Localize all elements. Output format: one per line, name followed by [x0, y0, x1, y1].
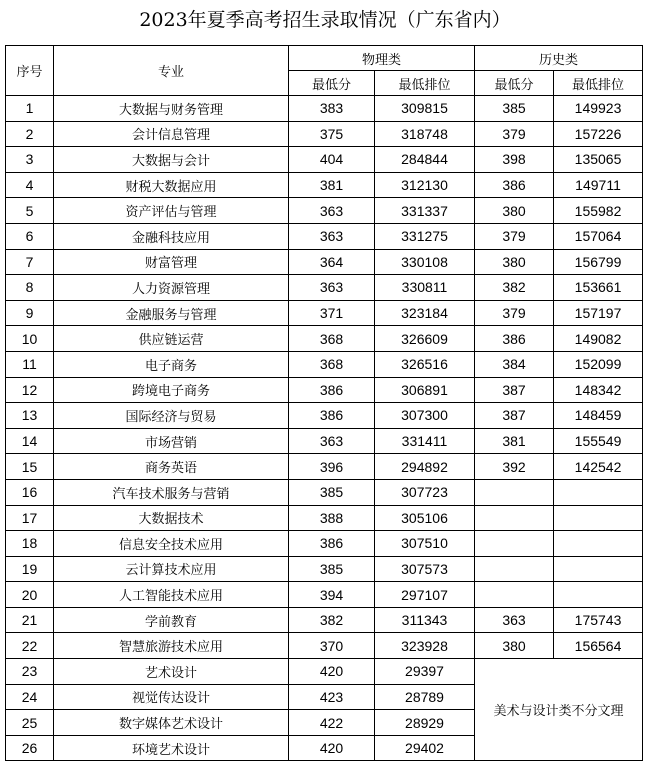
history-min-score-cell: 387	[475, 377, 554, 403]
admission-table	[5, 45, 643, 761]
seq-cell: 5	[6, 198, 54, 224]
header-physics: 物理类	[289, 46, 475, 71]
seq-cell: 25	[6, 710, 54, 736]
major-cell: 智慧旅游技术应用	[54, 633, 289, 659]
physics-min-score-cell: 423	[289, 684, 375, 710]
physics-min-score-cell: 364	[289, 249, 375, 275]
seq-cell: 3	[6, 147, 54, 173]
seq-cell: 23	[6, 659, 54, 685]
header-history: 历史类	[475, 46, 643, 71]
table-row	[6, 403, 643, 429]
major-cell: 财税大数据应用	[54, 172, 289, 198]
major-cell: 数字媒体艺术设计	[54, 710, 289, 736]
history-min-score-cell	[475, 479, 554, 505]
history-min-rank-cell	[554, 556, 643, 582]
major-cell: 财富管理	[54, 249, 289, 275]
physics-min-rank-cell: 330811	[375, 275, 475, 301]
table-row	[6, 479, 643, 505]
seq-cell: 24	[6, 684, 54, 710]
history-min-rank-cell	[554, 531, 643, 557]
physics-min-score-cell: 386	[289, 377, 375, 403]
table-body	[6, 96, 643, 761]
major-cell: 艺术设计	[54, 659, 289, 685]
table-row	[6, 659, 643, 685]
major-cell: 金融服务与管理	[54, 300, 289, 326]
physics-min-rank-cell: 297107	[375, 582, 475, 608]
page-title: 2023年夏季高考招生录取情况（广东省内）	[139, 9, 511, 31]
table-row	[6, 505, 643, 531]
history-min-rank-cell: 149711	[554, 172, 643, 198]
seq-cell: 11	[6, 351, 54, 377]
physics-min-rank-cell: 28789	[375, 684, 475, 710]
major-cell: 学前教育	[54, 607, 289, 633]
history-min-rank-cell	[554, 479, 643, 505]
physics-min-rank-cell: 326609	[375, 326, 475, 352]
table-row	[6, 633, 643, 659]
history-min-rank-cell: 148342	[554, 377, 643, 403]
major-cell: 汽车技术服务与营销	[54, 479, 289, 505]
seq-cell: 7	[6, 249, 54, 275]
seq-cell: 12	[6, 377, 54, 403]
history-min-score-cell: 384	[475, 351, 554, 377]
table-row	[6, 607, 643, 633]
physics-min-rank-cell: 29402	[375, 735, 475, 761]
history-min-rank-cell: 135065	[554, 147, 643, 173]
table-row	[6, 582, 643, 608]
art-design-note: 美术与设计类不分文理	[475, 659, 643, 761]
table-row	[6, 454, 643, 480]
physics-min-rank-cell: 307723	[375, 479, 475, 505]
table-row	[6, 275, 643, 301]
physics-min-score-cell: 363	[289, 223, 375, 249]
major-cell: 环境艺术设计	[54, 735, 289, 761]
physics-min-score-cell: 394	[289, 582, 375, 608]
history-min-rank-cell: 152099	[554, 351, 643, 377]
history-min-rank-cell: 157226	[554, 121, 643, 147]
physics-min-score-cell: 420	[289, 735, 375, 761]
table-header	[6, 46, 643, 96]
physics-min-score-cell: 404	[289, 147, 375, 173]
physics-min-rank-cell: 323928	[375, 633, 475, 659]
major-cell: 大数据技术	[54, 505, 289, 531]
physics-min-rank-cell: 309815	[375, 96, 475, 122]
seq-cell: 20	[6, 582, 54, 608]
history-min-score-cell: 380	[475, 198, 554, 224]
history-min-score-cell: 363	[475, 607, 554, 633]
physics-min-rank-cell: 331275	[375, 223, 475, 249]
table-row	[6, 300, 643, 326]
seq-cell: 19	[6, 556, 54, 582]
major-cell: 人力资源管理	[54, 275, 289, 301]
major-cell: 供应链运营	[54, 326, 289, 352]
history-min-score-cell: 386	[475, 172, 554, 198]
physics-min-rank-cell: 305106	[375, 505, 475, 531]
physics-min-score-cell: 375	[289, 121, 375, 147]
header-major: 专业	[54, 46, 289, 96]
major-cell: 金融科技应用	[54, 223, 289, 249]
table-row	[6, 147, 643, 173]
history-min-score-cell: 382	[475, 275, 554, 301]
header-history-min-score: 最低分	[475, 71, 554, 96]
physics-min-rank-cell: 284844	[375, 147, 475, 173]
physics-min-rank-cell: 29397	[375, 659, 475, 685]
history-min-score-cell: 385	[475, 96, 554, 122]
history-min-score-cell: 387	[475, 403, 554, 429]
history-min-score-cell: 380	[475, 633, 554, 659]
history-min-rank-cell	[554, 582, 643, 608]
physics-min-rank-cell: 307510	[375, 531, 475, 557]
major-cell: 电子商务	[54, 351, 289, 377]
table-row	[6, 172, 643, 198]
major-cell: 信息安全技术应用	[54, 531, 289, 557]
physics-min-score-cell: 420	[289, 659, 375, 685]
table-row	[6, 351, 643, 377]
seq-cell: 2	[6, 121, 54, 147]
major-cell: 云计算技术应用	[54, 556, 289, 582]
physics-min-rank-cell: 331337	[375, 198, 475, 224]
physics-min-rank-cell: 318748	[375, 121, 475, 147]
history-min-rank-cell: 153661	[554, 275, 643, 301]
major-cell: 资产评估与管理	[54, 198, 289, 224]
header-physics-min-score: 最低分	[289, 71, 375, 96]
physics-min-score-cell: 370	[289, 633, 375, 659]
history-min-rank-cell	[554, 505, 643, 531]
seq-cell: 16	[6, 479, 54, 505]
history-min-rank-cell: 149082	[554, 326, 643, 352]
seq-cell: 10	[6, 326, 54, 352]
physics-min-score-cell: 368	[289, 351, 375, 377]
table-row	[6, 223, 643, 249]
table-row	[6, 377, 643, 403]
seq-cell: 18	[6, 531, 54, 557]
physics-min-rank-cell: 331411	[375, 428, 475, 454]
seq-cell: 13	[6, 403, 54, 429]
major-cell: 大数据与会计	[54, 147, 289, 173]
major-cell: 商务英语	[54, 454, 289, 480]
physics-min-score-cell: 363	[289, 428, 375, 454]
history-min-rank-cell: 157197	[554, 300, 643, 326]
major-cell: 国际经济与贸易	[54, 403, 289, 429]
physics-min-rank-cell: 307573	[375, 556, 475, 582]
seq-cell: 26	[6, 735, 54, 761]
major-cell: 会计信息管理	[54, 121, 289, 147]
history-min-rank-cell: 148459	[554, 403, 643, 429]
physics-min-score-cell: 386	[289, 403, 375, 429]
physics-min-score-cell: 386	[289, 531, 375, 557]
seq-cell: 8	[6, 275, 54, 301]
seq-cell: 1	[6, 96, 54, 122]
history-min-rank-cell: 156799	[554, 249, 643, 275]
history-min-rank-cell: 149923	[554, 96, 643, 122]
physics-min-rank-cell: 330108	[375, 249, 475, 275]
physics-min-rank-cell: 311343	[375, 607, 475, 633]
history-min-score-cell	[475, 505, 554, 531]
major-cell: 大数据与财务管理	[54, 96, 289, 122]
seq-cell: 9	[6, 300, 54, 326]
table-row	[6, 198, 643, 224]
physics-min-score-cell: 388	[289, 505, 375, 531]
seq-cell: 4	[6, 172, 54, 198]
history-min-score-cell: 380	[475, 249, 554, 275]
seq-cell: 22	[6, 633, 54, 659]
history-min-score-cell	[475, 582, 554, 608]
history-min-score-cell	[475, 531, 554, 557]
history-min-score-cell: 392	[475, 454, 554, 480]
history-min-score-cell: 381	[475, 428, 554, 454]
table-row	[6, 249, 643, 275]
history-min-score-cell: 379	[475, 300, 554, 326]
seq-cell: 6	[6, 223, 54, 249]
header-seq: 序号	[6, 46, 54, 96]
physics-min-rank-cell: 307300	[375, 403, 475, 429]
physics-min-score-cell: 385	[289, 556, 375, 582]
history-min-score-cell: 398	[475, 147, 554, 173]
header-physics-min-rank: 最低排位	[375, 71, 475, 96]
history-min-rank-cell: 155982	[554, 198, 643, 224]
physics-min-score-cell: 363	[289, 198, 375, 224]
physics-min-score-cell: 382	[289, 607, 375, 633]
history-min-score-cell: 379	[475, 223, 554, 249]
seq-cell: 21	[6, 607, 54, 633]
physics-min-score-cell: 371	[289, 300, 375, 326]
header-history-min-rank: 最低排位	[554, 71, 643, 96]
physics-min-score-cell: 396	[289, 454, 375, 480]
history-min-score-cell: 386	[475, 326, 554, 352]
table-row	[6, 556, 643, 582]
physics-min-rank-cell: 28929	[375, 710, 475, 736]
physics-min-rank-cell: 306891	[375, 377, 475, 403]
seq-cell: 17	[6, 505, 54, 531]
major-cell: 市场营销	[54, 428, 289, 454]
table-row	[6, 428, 643, 454]
seq-cell: 14	[6, 428, 54, 454]
physics-min-score-cell: 383	[289, 96, 375, 122]
physics-min-score-cell: 385	[289, 479, 375, 505]
physics-min-score-cell: 381	[289, 172, 375, 198]
history-min-rank-cell: 155549	[554, 428, 643, 454]
major-cell: 跨境电子商务	[54, 377, 289, 403]
major-cell: 人工智能技术应用	[54, 582, 289, 608]
table-row	[6, 121, 643, 147]
table-row	[6, 531, 643, 557]
history-min-rank-cell: 175743	[554, 607, 643, 633]
seq-cell: 15	[6, 454, 54, 480]
table-row	[6, 326, 643, 352]
table-row	[6, 96, 643, 122]
history-min-rank-cell: 157064	[554, 223, 643, 249]
physics-min-score-cell: 368	[289, 326, 375, 352]
history-min-score-cell	[475, 556, 554, 582]
physics-min-rank-cell: 323184	[375, 300, 475, 326]
physics-min-score-cell: 363	[289, 275, 375, 301]
history-min-rank-cell: 156564	[554, 633, 643, 659]
major-cell: 视觉传达设计	[54, 684, 289, 710]
history-min-score-cell: 379	[475, 121, 554, 147]
physics-min-rank-cell: 326516	[375, 351, 475, 377]
history-min-rank-cell: 142542	[554, 454, 643, 480]
physics-min-rank-cell: 312130	[375, 172, 475, 198]
physics-min-score-cell: 422	[289, 710, 375, 736]
physics-min-rank-cell: 294892	[375, 454, 475, 480]
